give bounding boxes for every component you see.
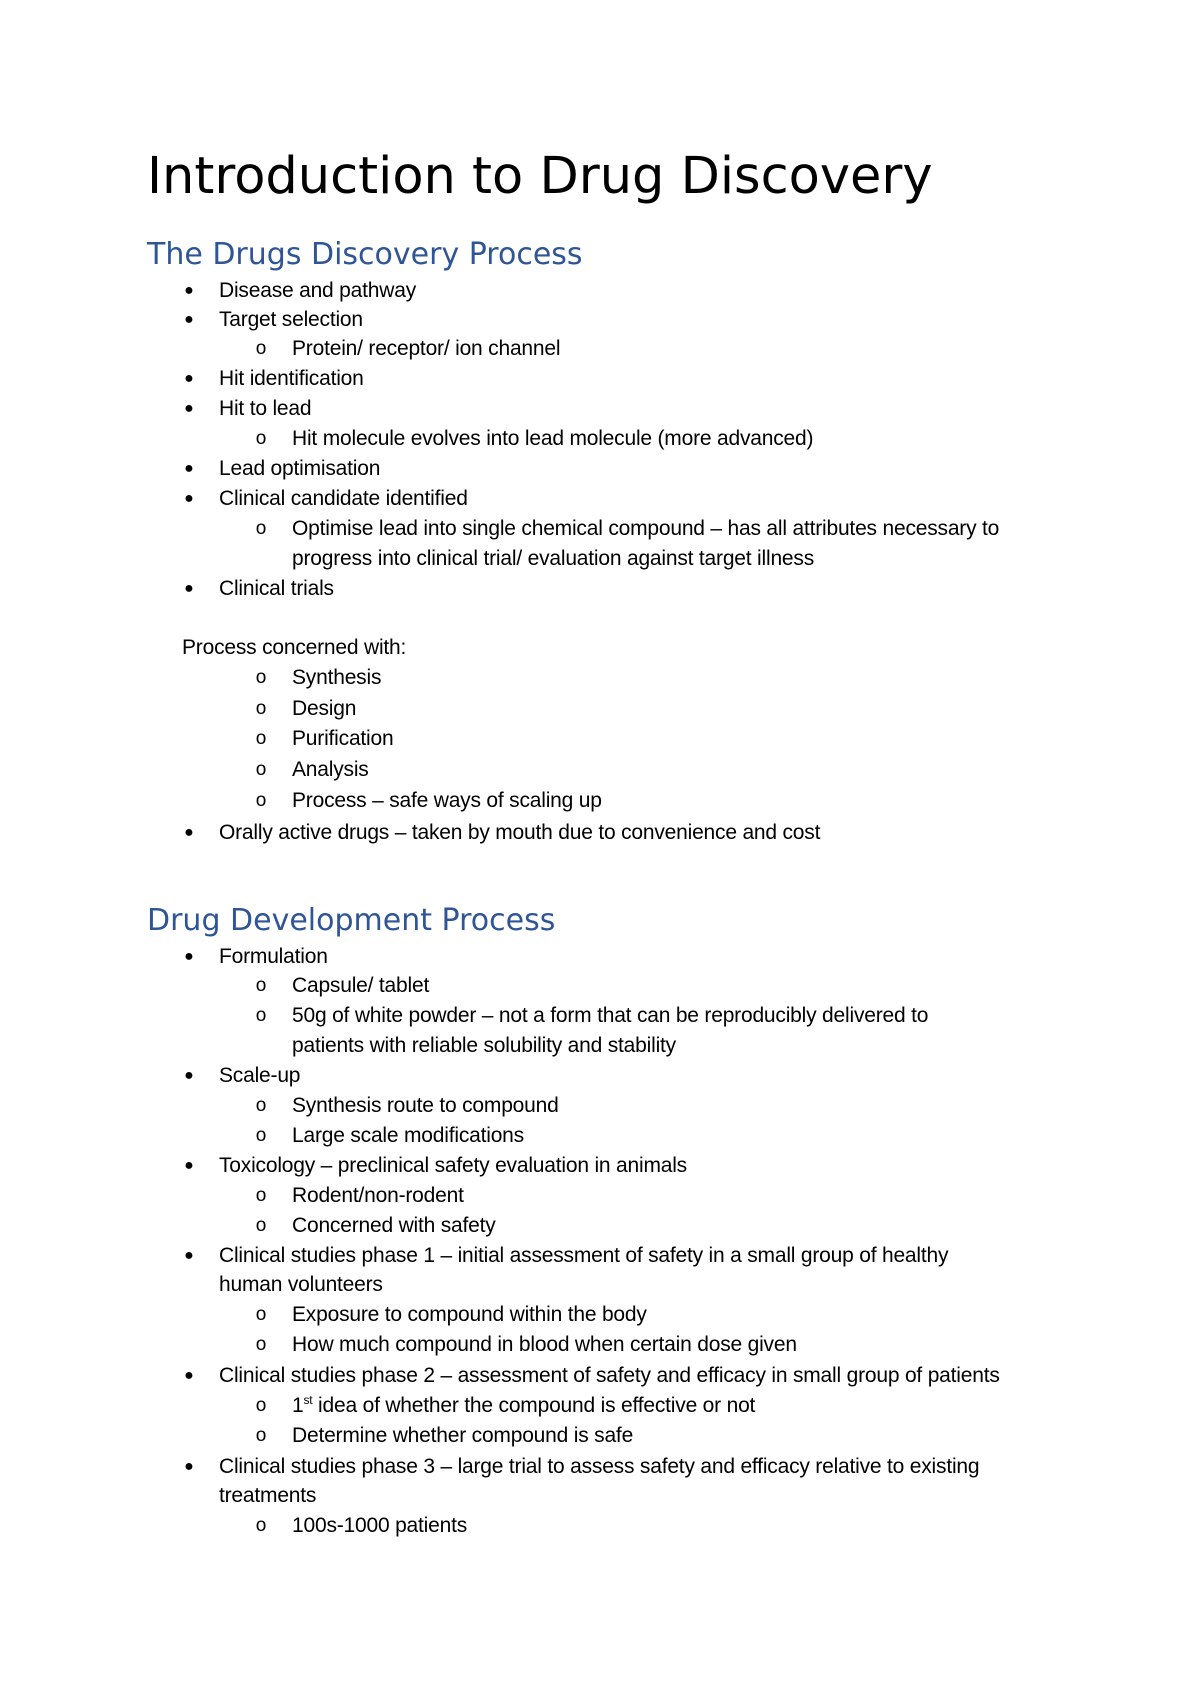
circle-marker: o	[255, 518, 267, 539]
list-item: Toxicology – preclinical safety evaluation in animals	[219, 1154, 687, 1177]
list-item-continuation: human volunteers	[219, 1273, 383, 1296]
bullet-marker: ●	[184, 1367, 194, 1384]
sub-list-item: How much compound in blood when certain dose given	[292, 1333, 797, 1356]
ordinal-superscript: st	[303, 1393, 313, 1407]
circle-marker: o	[255, 759, 267, 780]
circle-marker: o	[255, 1095, 267, 1116]
section-heading-discovery: The Drugs Discovery Process	[147, 237, 583, 272]
sub-list-item	[292, 1393, 755, 1419]
list-item-continuation: treatments	[219, 1484, 317, 1507]
bullet-marker: ●	[184, 370, 194, 387]
bullet-marker: ●	[184, 400, 194, 417]
bullet-marker: ●	[184, 948, 194, 965]
circle-marker: o	[255, 698, 267, 719]
circle-marker: o	[255, 1425, 267, 1446]
list-item: Hit to lead	[219, 397, 312, 420]
circle-marker: o	[255, 1125, 267, 1146]
sub-list-item: Design	[292, 697, 357, 720]
list-item: Scale-up	[219, 1064, 301, 1087]
bullet-marker: ●	[184, 311, 194, 328]
bullet-marker: ●	[184, 282, 194, 299]
bullet-marker: ●	[184, 490, 194, 507]
circle-marker: o	[255, 1395, 267, 1416]
bullet-marker: ●	[184, 460, 194, 477]
sub-list-item: Rodent/non-rodent	[292, 1184, 464, 1207]
circle-marker: o	[255, 338, 267, 359]
bullet-marker: ●	[184, 1247, 194, 1264]
circle-marker: o	[255, 728, 267, 749]
bullet-marker: ●	[184, 1458, 194, 1475]
list-item: Clinical candidate identified	[219, 487, 468, 510]
sub-list-item: Hit molecule evolves into lead molecule (more advanced)	[292, 427, 814, 450]
sub-list-item-continuation: progress into clinical trial/ evaluation against target illness	[292, 547, 815, 570]
sub-list-item: Exposure to compound within the body	[292, 1303, 647, 1326]
sub-list-item: Concerned with safety	[292, 1214, 496, 1237]
sub-list-item: Analysis	[292, 758, 369, 781]
document-title: Introduction to Drug Discovery	[147, 147, 933, 206]
circle-marker: o	[255, 667, 267, 688]
list-item: Clinical studies phase 3 – large trial to assess safety and efficacy relative to existing	[219, 1455, 980, 1478]
sub-list-item: Large scale modifications	[292, 1124, 524, 1147]
sub-list-item-text: idea of whether the compound is effective or not	[312, 1394, 756, 1417]
list-item: Clinical studies phase 2 – assessment of safety and efficacy in small group of patients	[219, 1364, 1000, 1387]
bullet-marker: ●	[184, 1157, 194, 1174]
sub-list-item-continuation: patients with reliable solubility and stability	[292, 1034, 676, 1057]
circle-marker: o	[255, 790, 267, 811]
bullet-marker: ●	[184, 824, 194, 841]
sub-list-item: Capsule/ tablet	[292, 974, 430, 997]
list-item: Formulation	[219, 945, 328, 968]
sub-list-item: Determine whether compound is safe	[292, 1424, 634, 1447]
circle-marker: o	[255, 428, 267, 449]
sub-list-item: Synthesis route to compound	[292, 1094, 559, 1117]
list-item: Disease and pathway	[219, 279, 416, 302]
circle-marker: o	[255, 1304, 267, 1325]
bullet-marker: ●	[184, 1067, 194, 1084]
sub-list-item: 100s-1000 patients	[292, 1514, 468, 1537]
ordinal-number: 1	[292, 1394, 304, 1417]
circle-marker: o	[255, 1334, 267, 1355]
list-item: Target selection	[219, 308, 363, 331]
paragraph-label: Process concerned with:	[182, 636, 407, 659]
circle-marker: o	[255, 1185, 267, 1206]
bullet-marker: ●	[184, 580, 194, 597]
list-item: Hit identification	[219, 367, 364, 390]
sub-list-item: Purification	[292, 727, 394, 750]
circle-marker: o	[255, 1515, 267, 1536]
list-item: Lead optimisation	[219, 457, 381, 480]
sub-list-item: Optimise lead into single chemical compound – has all attributes necessary to	[292, 517, 1000, 540]
sub-list-item: 50g of white powder – not a form that can be reproducibly delivered to	[292, 1004, 929, 1027]
list-item: Orally active drugs – taken by mouth due to convenience and cost	[219, 821, 821, 844]
section-heading-development: Drug Development Process	[147, 903, 556, 938]
sub-list-item: Process – safe ways of scaling up	[292, 789, 602, 812]
circle-marker: o	[255, 1005, 267, 1026]
circle-marker: o	[255, 975, 267, 996]
list-item: Clinical trials	[219, 577, 334, 600]
sub-list-item: Synthesis	[292, 666, 382, 689]
list-item: Clinical studies phase 1 – initial assessment of safety in a small group of healthy	[219, 1244, 949, 1267]
sub-list-item: Protein/ receptor/ ion channel	[292, 337, 561, 360]
circle-marker: o	[255, 1215, 267, 1236]
